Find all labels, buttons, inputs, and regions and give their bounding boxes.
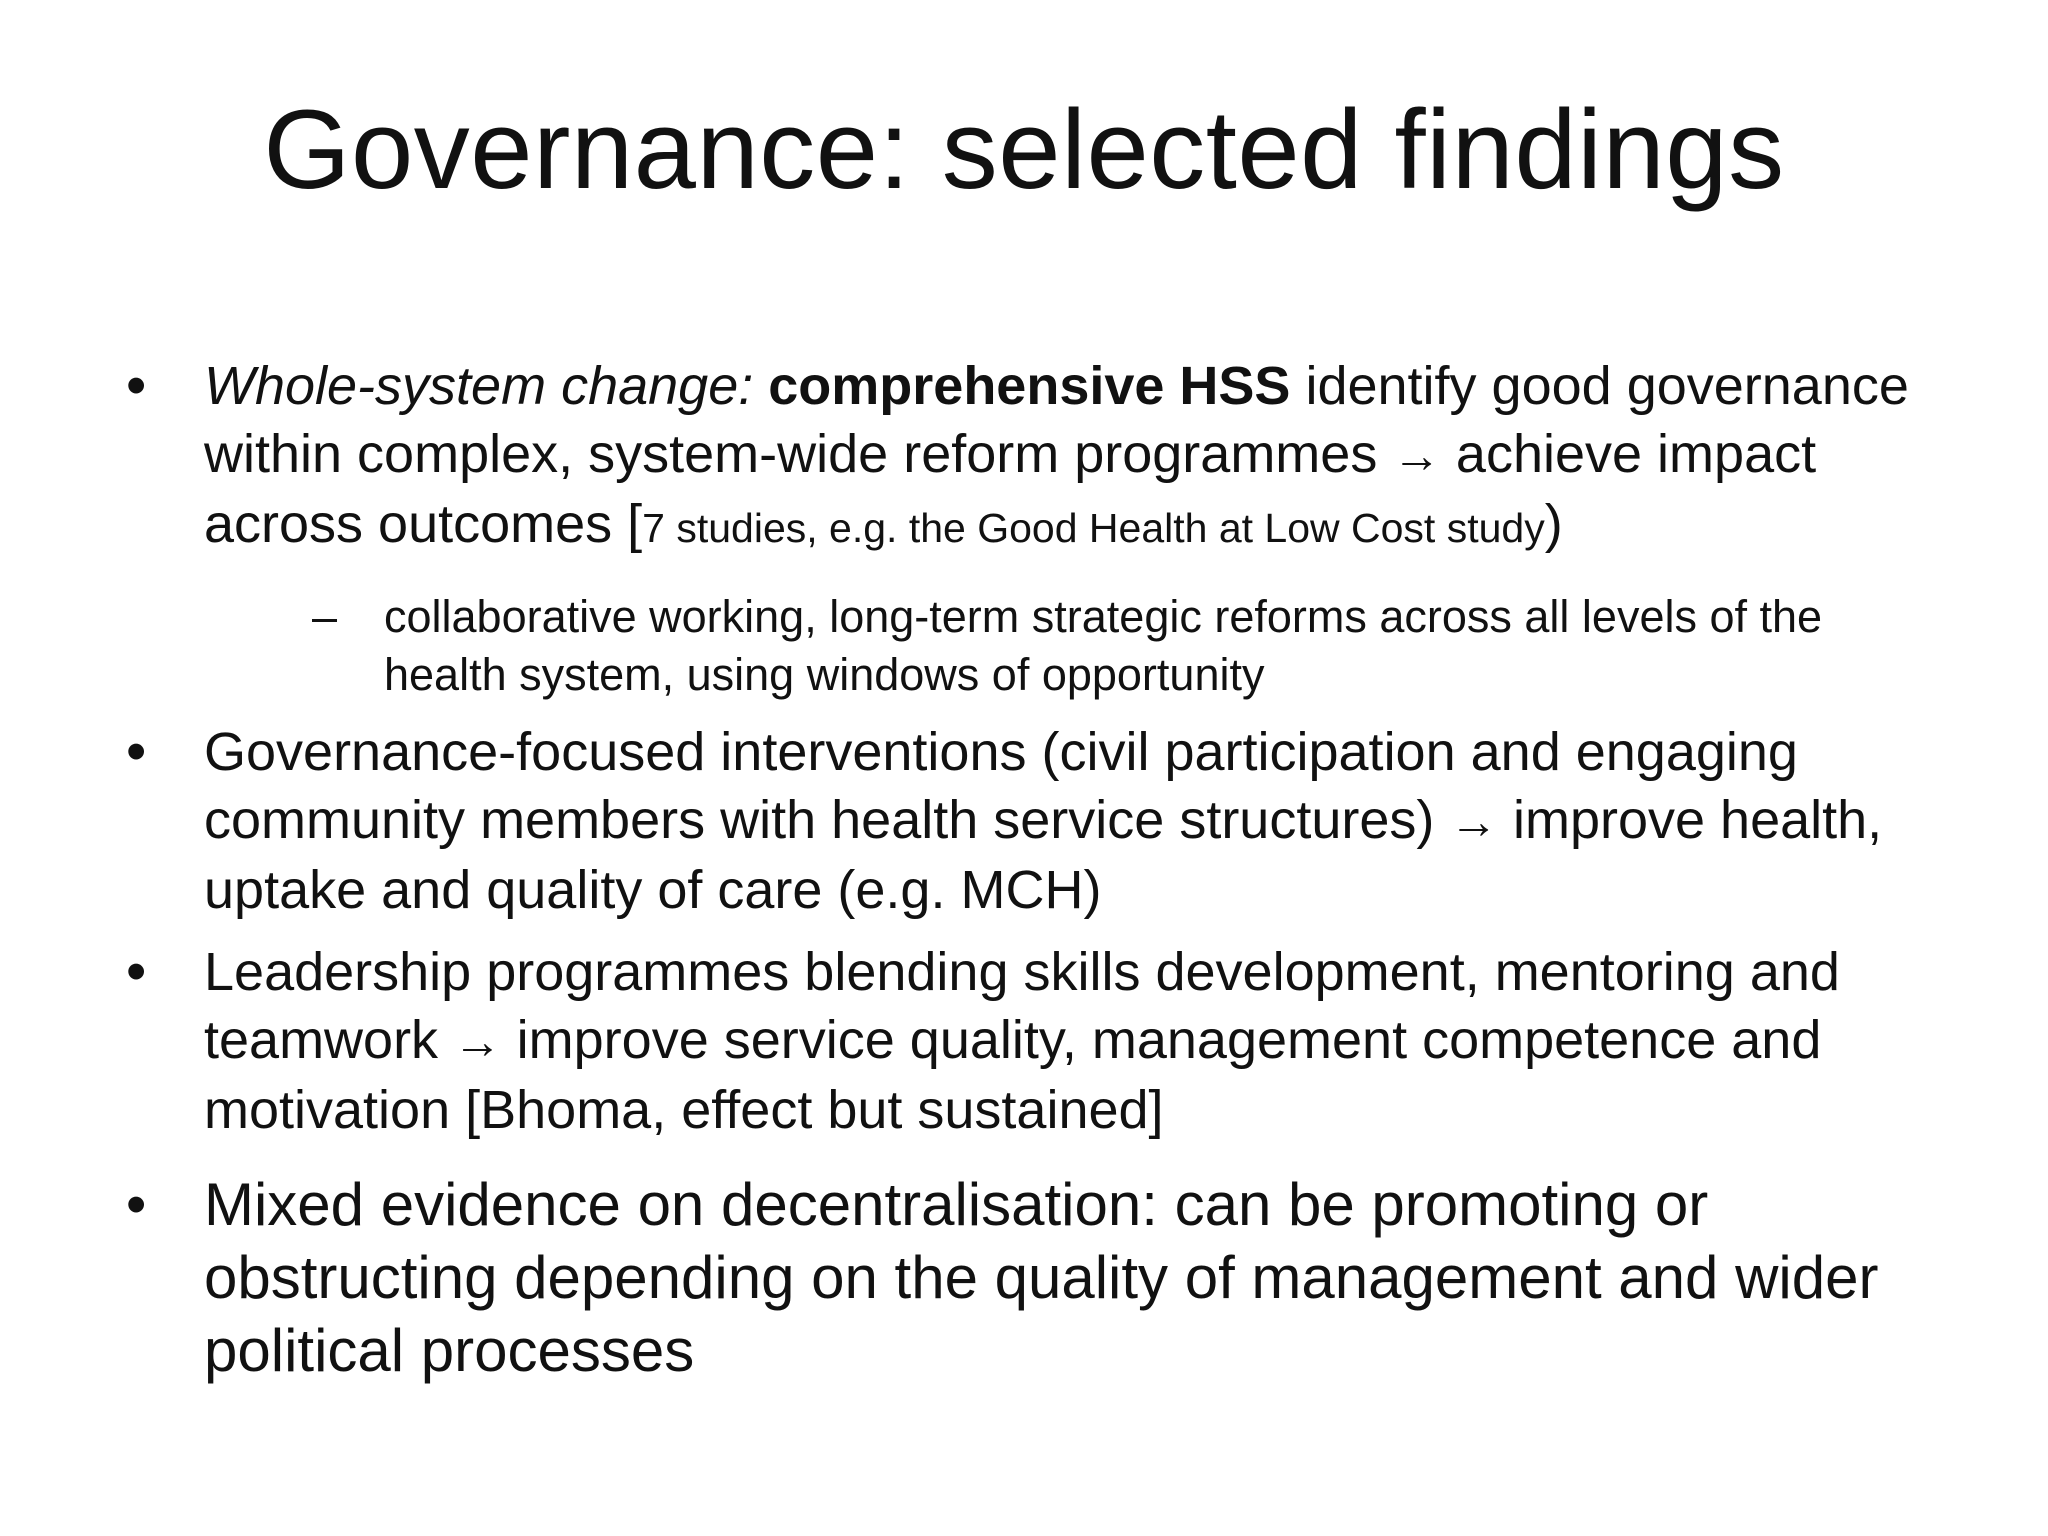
bullet-italic-lead: Whole-system change: — [204, 356, 754, 416]
sub-bullet-item — [204, 588, 1948, 704]
bullet-citation-note: 7 studies, e.g. the Good Health at Low Cost study — [642, 505, 1545, 551]
bullet-close-paren: ) — [1544, 494, 1563, 554]
sub-bullet-text: collaborative working, long-term strategic reforms across all levels of the health system, using windows of opportunity — [384, 591, 1823, 700]
bullet-text-continued: improve service quality, management competence and motivation [Bhoma, effect but sustained] — [204, 1010, 1822, 1140]
sub-bullet-marker: – — [312, 591, 338, 642]
arrow-right-icon: → — [1392, 429, 1441, 483]
arrow-right-icon: → — [453, 1015, 502, 1069]
bullet-marker: • — [126, 939, 147, 1004]
bullet-bold-lead: comprehensive HSS — [768, 356, 1291, 416]
slide-title: Governance: selected findings — [263, 87, 1785, 212]
bullet-text: identify good governance within complex, system-wide reform programmes — [204, 356, 1909, 484]
bullet-text: Governance-focused interventions (civil participation and engaging community members with health service structures) — [204, 722, 1798, 850]
bullet-item-leadership — [118, 938, 1948, 1144]
bullet-text: Mixed evidence on decentralisation: can be promoting or obstructing depending on the quality of management and wider political processes — [204, 1171, 1879, 1384]
bullet-list — [118, 352, 1948, 1387]
bullet-item-governance-interventions — [118, 718, 1948, 924]
bullet-item-whole-system — [118, 352, 1948, 704]
bullet-marker: • — [126, 353, 147, 418]
bullet-marker: • — [126, 719, 147, 784]
bullet-marker: • — [126, 1172, 147, 1237]
bullet-item-decentralisation — [118, 1168, 1948, 1387]
bullet-text: Leadership programmes blending skills development, mentoring and teamwork — [204, 942, 1840, 1070]
bullet-text-continued: improve health, uptake and quality of care (e.g. MCH) — [204, 790, 1883, 920]
arrow-right-icon: → — [1449, 795, 1498, 849]
bullet-text-continued: achieve impact across outcomes [ — [204, 424, 1817, 554]
